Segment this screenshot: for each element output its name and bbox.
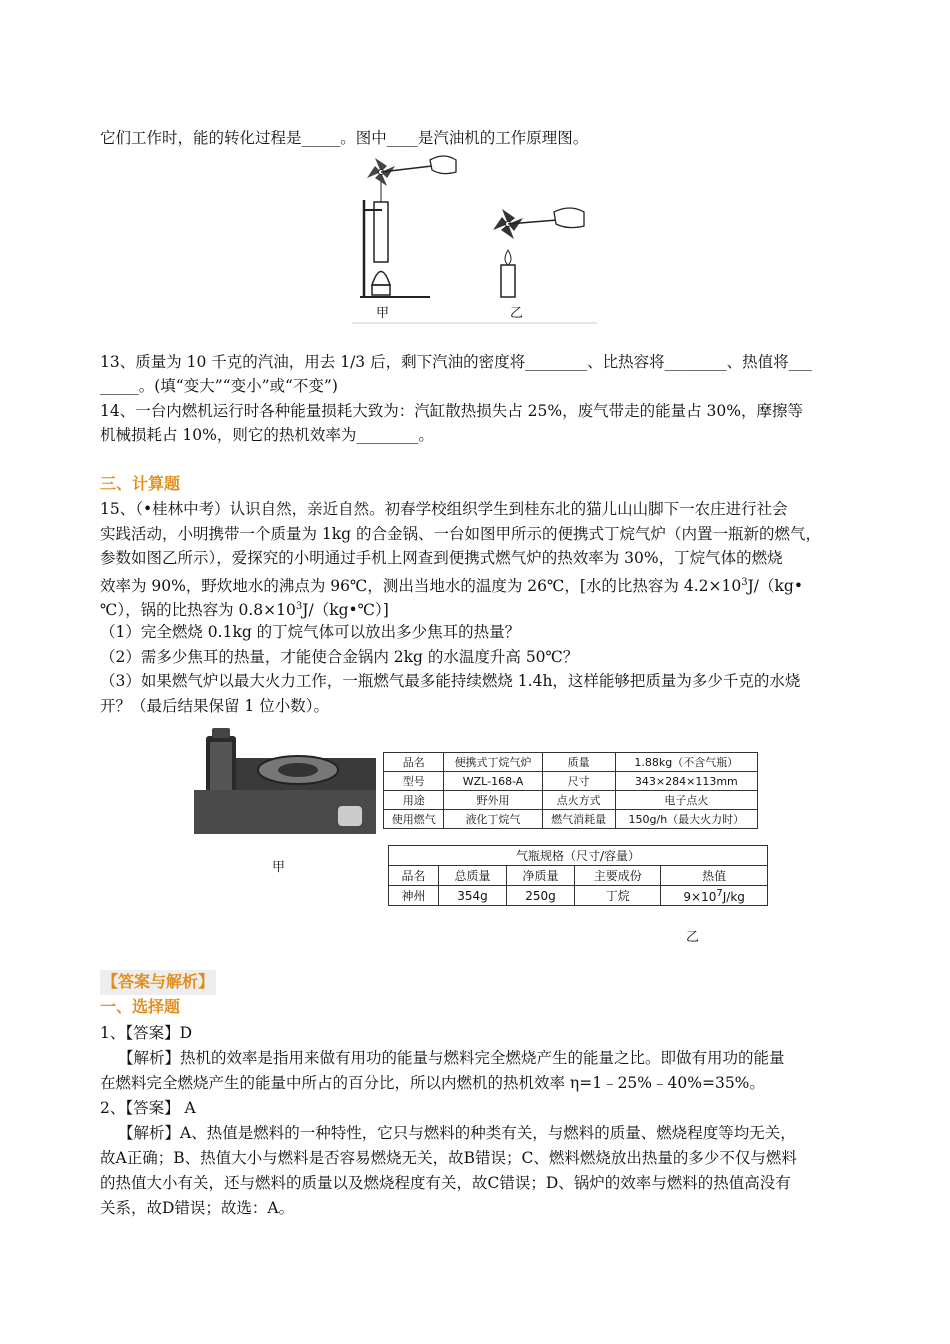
answer-1: 1、【答案】D [100, 1024, 193, 1042]
q15-line1: 15、（•桂林中考）认识自然，亲近自然。初春学校组织学生到桂东北的猫儿山山脚下一农庄进行社会 [100, 500, 788, 518]
q15-sub3: （3）如果燃气炉以最大火力工作，一瓶燃气最多能持续燃烧 1.4h，这样能够把质量为多少千克的水烧 [100, 672, 801, 690]
q14-line2: 机械损耗占 10%，则它的热机效率为________。 [100, 426, 434, 444]
table-row: 型号 WZL-168-A 尺寸 343×284×113mm [384, 772, 758, 791]
fig1-label-a: 甲 [376, 306, 390, 321]
table-row: 用途 野外用 点火方式 电子点火 [384, 791, 758, 810]
q12-tail: 它们工作时，能的转化过程是_____。图中____是汽油机的工作原理图。 [100, 129, 589, 147]
section3-title: 三、计算题 [100, 474, 181, 493]
table-row: 品名 便携式丁烷气炉 质量 1.88kg（不含气瓶） [384, 753, 758, 772]
q13-line2: _____。(填“变大”“变小”或“不变”) [100, 377, 338, 395]
answer-2-exp-line1: 【解析】A、热值是燃料的一种特性，它只与燃料的种类有关，与燃料的质量、燃烧程度等均无关， [118, 1124, 796, 1142]
answer-2: 2、【答案】 A [100, 1099, 196, 1117]
q15-sub1: （1）完全燃烧 0.1kg 的丁烷气体可以放出多少焦耳的热量？ [100, 623, 521, 641]
stove-spec-table [383, 752, 758, 829]
q14-line1: 14、一台内燃机运行时各种能量损耗大致为：汽缸散热损失占 25%，废气带走的能量占 30%，摩擦等 [100, 402, 803, 420]
table-title-row: 气瓶规格（尺寸/容量） [389, 846, 768, 866]
answers-section1-title: 一、选择题 [100, 997, 181, 1016]
q13-line1: 13、质量为 10 千克的汽油，用去 1/3 后，剩下汽油的密度将________、比热容将________、热值将___ [100, 353, 812, 371]
fig2-label-a: 甲 [272, 860, 286, 875]
q15-line5: ℃），锅的比热容为 $0.8\times 10^3J/(kg•℃)$] [100, 601, 389, 620]
q15-line2: 实践活动，小明携带一个质量为 1kg 的合金锅、一台如图甲所示的便携式丁烷气炉（内置一瓶新的燃气， [100, 525, 822, 543]
answers-header: 【答案与解析】 [100, 970, 860, 995]
q15-line4: 效率为 90%，野炊地水的沸点为 96℃，测出当地水的温度为 26℃，[水的比热容为 $4.2\times 10^3J/(kg•$ [100, 577, 803, 596]
q15-line3: 参数如图乙所示），爱探究的小明通过手机上网查到便携式燃气炉的热效率为 30%，丁烷气体的燃烧 [100, 549, 783, 567]
stove-figure [188, 728, 788, 943]
table-header-row: 品名 总质量 净质量 主要成份 热值 [389, 866, 768, 886]
gas-cylinder-table [388, 845, 768, 906]
fig2-label-b: 乙 [686, 930, 700, 945]
pinwheel-illustration [352, 150, 597, 325]
answer-2-exp-line4: 关系，故D错误；故选：A。 [100, 1199, 295, 1217]
answer-1-exp-line1: 【解析】热机的效率是指用来做有用功的能量与燃料完全燃烧产生的能量之比。即做有用功的能量 [118, 1049, 785, 1067]
gas-stove-image [188, 728, 378, 838]
answer-2-exp-line3: 的热值大小有关，还与燃料的质量以及燃烧程度有关，故C错误；D、锅炉的效率与燃料的热值高没有 [100, 1174, 791, 1192]
fig1-label-b: 乙 [510, 306, 524, 321]
q15-sub2: （2）需多少焦耳的热量，才能使合金锅内 2kg 的水温度升高 50℃？ [100, 648, 579, 666]
pinwheel-figure [352, 150, 597, 325]
answer-2-exp-line2: 故A正确；B、热值大小与燃料是否容易燃烧无关，故B错误；C、燃料燃烧放出热量的多少不仅与燃料 [100, 1149, 797, 1167]
table-row: 神州 354g 250g 丁烷 $9\times 10^7J/kg$ [389, 886, 768, 906]
q15-sub4: 开？（最后结果保留 1 位小数）。 [100, 697, 329, 715]
answer-1-exp-line2: 在燃料完全燃烧产生的能量中所占的百分比，所以内燃机的热机效率 η=1﹣25%﹣40%=35%。 [100, 1074, 765, 1092]
table-row: 使用燃气 液化丁烷气 燃气消耗量 150g/h（最大火力时） [384, 810, 758, 829]
